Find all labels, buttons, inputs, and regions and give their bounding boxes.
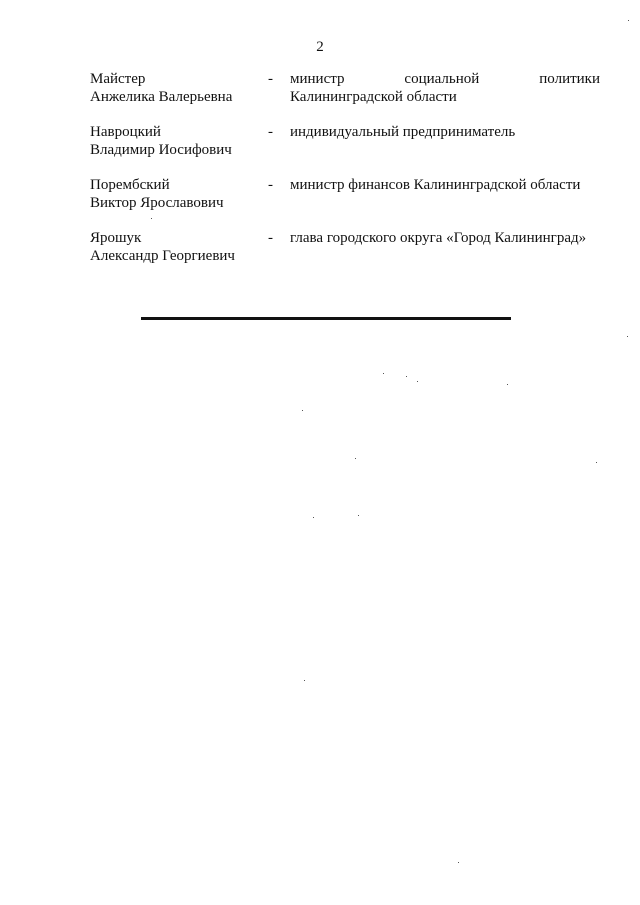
scan-speck bbox=[313, 517, 314, 518]
member-surname: Порембский bbox=[90, 177, 170, 193]
scan-speck bbox=[383, 373, 384, 374]
closing-rule bbox=[141, 317, 511, 320]
scan-speck bbox=[151, 218, 152, 219]
member-list bbox=[90, 70, 600, 282]
scan-speck bbox=[627, 336, 628, 337]
member-name bbox=[90, 229, 268, 265]
scan-speck bbox=[596, 462, 597, 463]
member-given-names: Анжелика Валерьевна bbox=[90, 89, 233, 105]
scan-speck bbox=[355, 458, 356, 459]
separator-dash: - bbox=[268, 71, 273, 87]
member-entry-porembsky bbox=[90, 176, 600, 212]
scan-speck bbox=[304, 680, 305, 681]
member-name bbox=[90, 123, 268, 159]
member-surname: Ярошук bbox=[90, 230, 142, 246]
member-role bbox=[290, 176, 600, 194]
member-role-line-1: министр финансов Калининградской области bbox=[290, 177, 581, 193]
member-role bbox=[290, 70, 600, 106]
scan-speck bbox=[458, 862, 459, 863]
member-role-line-2: Калининградской области bbox=[290, 89, 457, 105]
member-role-line-1: индивидуальный предприниматель bbox=[290, 124, 516, 140]
member-name bbox=[90, 70, 268, 106]
member-surname: Навроцкий bbox=[90, 124, 161, 140]
member-name bbox=[90, 176, 268, 212]
member-role bbox=[290, 123, 600, 141]
member-role bbox=[290, 229, 600, 247]
scan-speck bbox=[507, 384, 508, 385]
member-entry-maister bbox=[90, 70, 600, 106]
separator-dash: - bbox=[268, 177, 273, 193]
separator-dash: - bbox=[268, 124, 273, 140]
member-surname: Майстер bbox=[90, 71, 146, 87]
member-given-names: Владимир Иосифович bbox=[90, 142, 232, 158]
scan-speck bbox=[406, 376, 407, 377]
scan-speck bbox=[302, 410, 303, 411]
member-entry-yaroshuk bbox=[90, 229, 600, 265]
scan-speck bbox=[358, 515, 359, 516]
scan-speck bbox=[417, 381, 418, 382]
member-given-names: Виктор Ярославович bbox=[90, 195, 224, 211]
separator-dash: - bbox=[268, 230, 273, 246]
member-role-line-1: министр социальной политики bbox=[290, 71, 600, 87]
page-number: 2 bbox=[316, 39, 324, 55]
member-role-line-1: глава городского округа «Город Калининград» bbox=[290, 230, 587, 246]
scan-speck bbox=[628, 20, 629, 21]
member-entry-navrotsky bbox=[90, 123, 600, 159]
member-given-names: Александр Георгиевич bbox=[90, 248, 235, 264]
